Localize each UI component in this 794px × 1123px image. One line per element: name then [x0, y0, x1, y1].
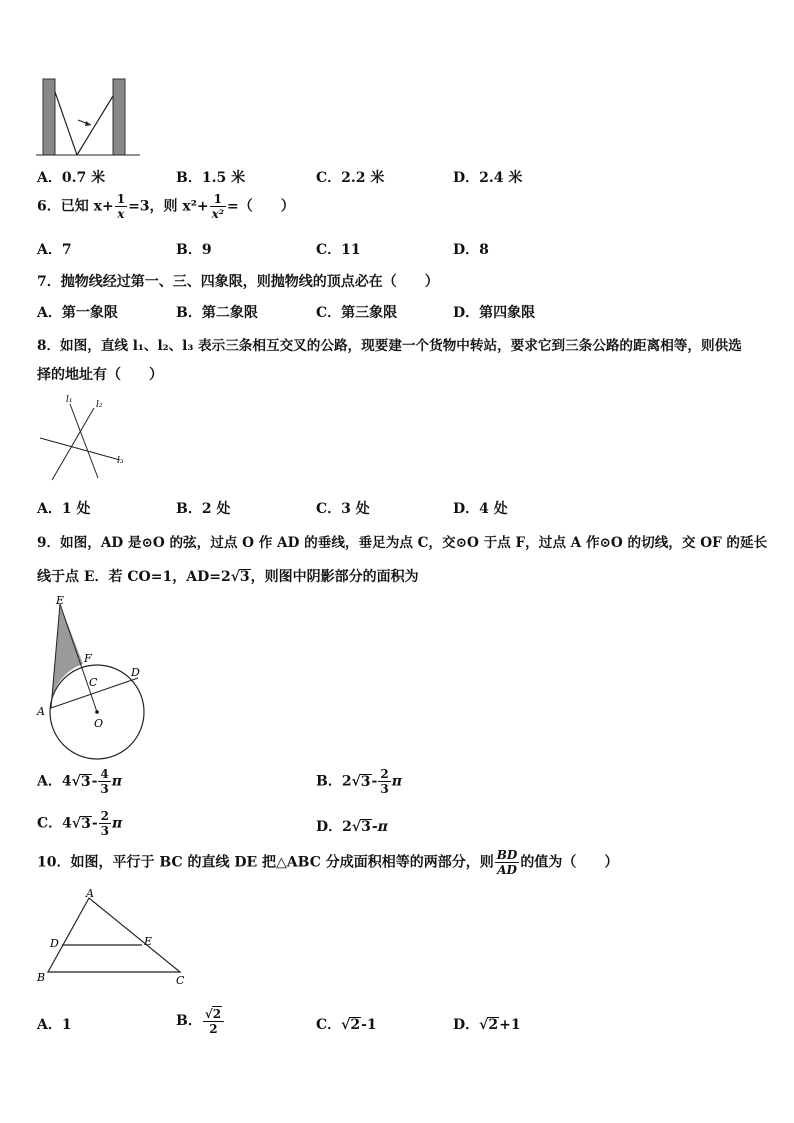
sqrt-radicand: 2	[488, 1017, 499, 1033]
q9-option-a	[37, 767, 122, 796]
q9-stem-part: ，则图中阴影部分的面积为	[250, 569, 419, 585]
fig-label-l2: l₂	[96, 400, 103, 410]
q10-option-b	[176, 1006, 225, 1036]
sqrt-radicand: 2	[350, 1017, 361, 1033]
q9-option-d	[316, 816, 388, 836]
q7-option-b: B．第二象限	[176, 305, 258, 321]
sqrt-radicand: 2	[212, 1007, 222, 1021]
sqrt-radicand: 3	[239, 569, 250, 585]
option-text: -	[91, 773, 98, 790]
option-text: D．2	[316, 819, 352, 835]
fig-label-d: D	[131, 666, 140, 679]
fraction-numerator	[203, 1006, 224, 1022]
fig-label-b: B	[37, 971, 46, 984]
three-roads-figure	[36, 392, 132, 484]
sqrt-sign: √	[351, 819, 362, 835]
option-fraction	[378, 767, 390, 796]
sqrt-sign: √	[71, 773, 81, 790]
q6-option-c: C．11	[316, 242, 361, 258]
option-text: A．4	[37, 773, 72, 790]
sqrt-radicand: 3	[360, 773, 371, 790]
fraction-denominator: 3	[100, 782, 109, 796]
q10-option-a: A．1	[37, 1017, 72, 1033]
fig-label-c: C	[176, 974, 185, 987]
option-text: C．4	[37, 815, 72, 832]
fraction-numerator: 2	[100, 809, 110, 823]
q9-stem-line1: 9．如图，AD 是⊙O 的弦，过点 O 作 AD 的垂线，垂足为点 C，交⊙O 于点 F，过点 A 作⊙O 的切线，交 OF 的延长	[37, 535, 768, 551]
fraction-numerator: 1	[116, 192, 126, 206]
option-text: -1	[361, 1017, 377, 1033]
q9-stem-part: 线于点 E．若 CO=1，AD=2	[37, 569, 231, 585]
option-text: +1	[499, 1017, 521, 1033]
sqrt-radicand: 3	[361, 819, 371, 835]
q6-option-d: D．8	[453, 242, 489, 258]
option-text: π	[111, 773, 122, 790]
fraction-denominator: 2	[209, 1022, 218, 1036]
sqrt-sign: √	[204, 1007, 213, 1021]
q6-option-a: A．7	[37, 242, 72, 258]
option-text: -π	[371, 819, 388, 835]
option-text: π	[112, 815, 123, 832]
fraction-numerator: 2	[380, 767, 389, 781]
q6-stem	[37, 192, 295, 221]
fraction-denominator: x²	[211, 207, 225, 221]
q6-stem-part: 6．已知 x+	[37, 198, 114, 215]
sqrt-sign: √	[351, 773, 361, 790]
circle-tangent-figure	[34, 592, 150, 764]
q6-stem-part: =3，则 x²+	[128, 198, 209, 215]
fig-label-o: O	[94, 717, 104, 730]
q6-fraction-2	[210, 192, 226, 221]
option-text: B．2	[316, 773, 352, 790]
fig-label-e: E	[144, 935, 153, 948]
q9-stem-line2	[37, 566, 419, 586]
option-fraction	[98, 767, 110, 796]
fraction-numerator: 4	[100, 767, 109, 781]
q6-stem-part: =（ ）	[227, 198, 295, 215]
q5-option-a: A．0.7 米	[37, 170, 106, 186]
q10-option-c	[316, 1014, 377, 1034]
option-text: D．	[453, 1017, 480, 1033]
q7-option-d: D．第四象限	[453, 305, 536, 321]
option-text: C．	[316, 1017, 342, 1033]
triangle-abc-figure	[34, 886, 192, 988]
sqrt-radicand: 3	[81, 815, 91, 832]
q9-option-b	[316, 767, 402, 796]
fig-label-f: F	[84, 652, 92, 665]
q10-stem-part: 的值为（ ）	[520, 854, 619, 871]
q6-fraction-1	[115, 192, 127, 221]
fraction-numerator: BD	[496, 848, 518, 862]
q8-option-c: C．3 处	[316, 501, 370, 517]
q7-option-c: C．第三象限	[316, 305, 398, 321]
fraction-numerator: 1	[210, 192, 226, 207]
q10-option-d	[453, 1014, 521, 1034]
fig-label-c: C	[89, 676, 98, 689]
sqrt-sign: √	[230, 569, 240, 585]
q10-stem	[37, 848, 618, 877]
q8-option-b: B．2 处	[176, 501, 231, 517]
ladder-wall-figure	[36, 74, 142, 160]
sqrt-radicand: 3	[80, 773, 91, 790]
sqrt-sign: √	[341, 1017, 351, 1033]
option-fraction	[99, 809, 111, 838]
fig-label-a: A	[37, 705, 45, 718]
fig-label-d: D	[50, 937, 59, 950]
fig-label-l1: l₁	[66, 395, 73, 405]
q10-stem-part: 10．如图，平行于 BC 的直线 DE 把△ABC 分成面积相等的两部分，则	[37, 854, 494, 871]
q5-option-c: C．2.2 米	[316, 170, 385, 186]
q8-option-d: D．4 处	[453, 501, 508, 517]
option-text: -	[91, 815, 98, 832]
q7-option-a: A．第一象限	[37, 305, 118, 321]
fraction-denominator: AD	[497, 863, 517, 877]
fig-label-l3: l₃	[117, 456, 124, 466]
fraction-denominator: 3	[380, 782, 389, 796]
q9-option-c	[37, 809, 122, 838]
fraction-denominator: 3	[100, 824, 110, 838]
sqrt-sign: √	[479, 1017, 489, 1033]
option-text: π	[391, 773, 402, 790]
q8-stem-line2: 择的地址有（ ）	[37, 367, 163, 383]
q10-fraction	[495, 848, 520, 877]
fig-label-e: E	[56, 594, 65, 607]
q8-stem-line1: 8．如图，直线 l₁、l₂、l₃ 表示三条相互交叉的公路，现要建一个货物中转站，要求它到三条公路的距离相等，则供选	[37, 338, 742, 354]
fraction-denominator: x	[117, 207, 125, 221]
q8-option-a: A．1 处	[37, 501, 91, 517]
q5-option-d: D．2.4 米	[453, 170, 523, 186]
option-text: B．	[176, 1013, 202, 1029]
option-fraction	[203, 1006, 224, 1036]
q7-stem: 7．抛物线经过第一、三、四象限，则抛物线的顶点必在（ ）	[37, 274, 439, 290]
q5-option-b: B．1.5 米	[176, 170, 246, 186]
sqrt-sign: √	[71, 815, 82, 832]
fig-label-a: A	[86, 887, 94, 900]
option-text: -	[371, 773, 378, 790]
q6-option-b: B．9	[176, 242, 212, 258]
